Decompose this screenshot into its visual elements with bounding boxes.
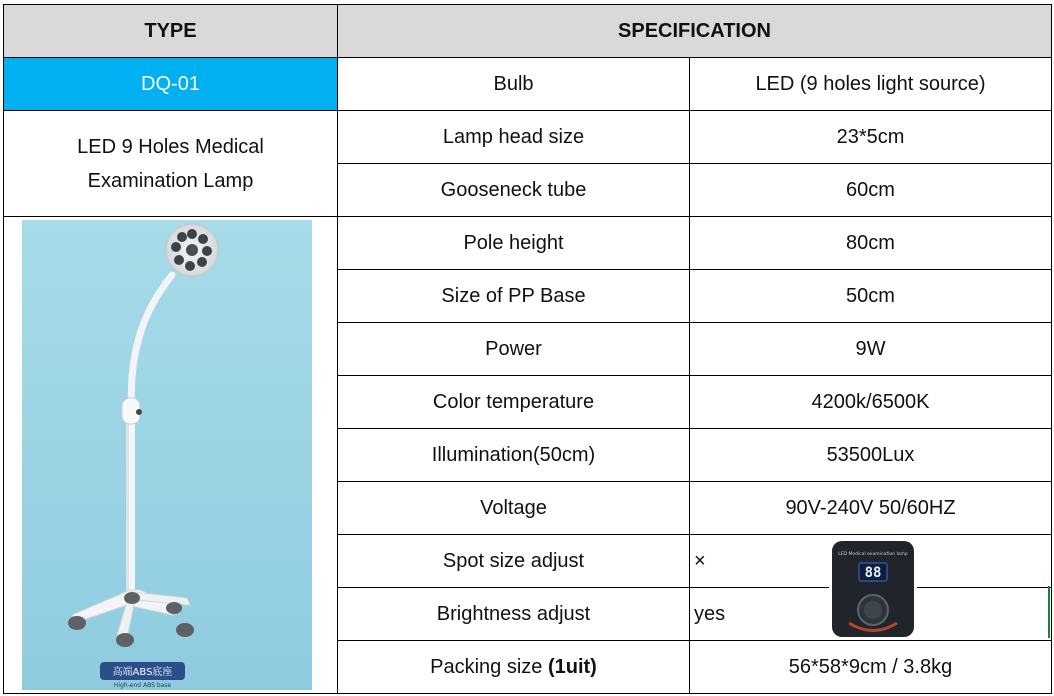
inset-display: 88 (864, 565, 882, 581)
spec-value: 90V-240V 50/60HZ (690, 482, 1052, 535)
badge-cn: 高端ABS底座 (112, 667, 173, 678)
spec-value: yes (690, 588, 1052, 641)
spec-label: Power (338, 323, 690, 376)
spec-value: LED (9 holes light source) (690, 58, 1052, 111)
spec-label: Voltage (338, 482, 690, 535)
product-name-line2: Examination Lamp (87, 169, 254, 192)
product-name-line1: LED 9 Holes Medical (77, 135, 264, 158)
specification-header: SPECIFICATION (338, 5, 1052, 58)
spec-value: 4200k/6500K (690, 376, 1052, 429)
spec-value: 53500Lux (690, 429, 1052, 482)
spec-value: 60cm (690, 164, 1052, 217)
spec-label: Size of PP Base (338, 270, 690, 323)
model-cell: DQ-01 (4, 58, 338, 111)
spec-label: Spot size adjust (338, 535, 690, 588)
spec-label: Illumination(50cm) (338, 429, 690, 482)
product-name-cell (4, 111, 338, 217)
spec-value: 9W (690, 323, 1052, 376)
spec-label: Pole height (338, 217, 690, 270)
badge-en: High-end ABS base (113, 682, 172, 689)
spec-label: Lamp head size (338, 111, 690, 164)
spec-value: 56*58*9cm / 3.8kg (690, 641, 1052, 694)
lamp-photo (22, 220, 312, 690)
packing-label-text: Packing size (430, 655, 548, 678)
spec-label: Bulb (338, 58, 690, 111)
header-row (4, 5, 1052, 58)
control-panel-photo (829, 538, 917, 640)
spec-value: × (690, 535, 1052, 588)
spec-row (4, 58, 1052, 111)
spec-label: Brightness adjust (338, 588, 690, 641)
spec-row (4, 111, 1052, 164)
cell-selection-edge (1048, 586, 1050, 638)
spec-value: 23*5cm (690, 111, 1052, 164)
spec-row (4, 217, 1052, 270)
product-image-cell (4, 217, 338, 694)
spec-value: 80cm (690, 217, 1052, 270)
spec-label (338, 641, 690, 694)
inset-title: LED Medical examination lamp (838, 552, 908, 557)
type-header: TYPE (4, 5, 338, 58)
spec-label: Color temperature (338, 376, 690, 429)
spec-label: Gooseneck tube (338, 164, 690, 217)
packing-label-bold: (1uit) (547, 655, 597, 678)
spec-value: 50cm (690, 270, 1052, 323)
